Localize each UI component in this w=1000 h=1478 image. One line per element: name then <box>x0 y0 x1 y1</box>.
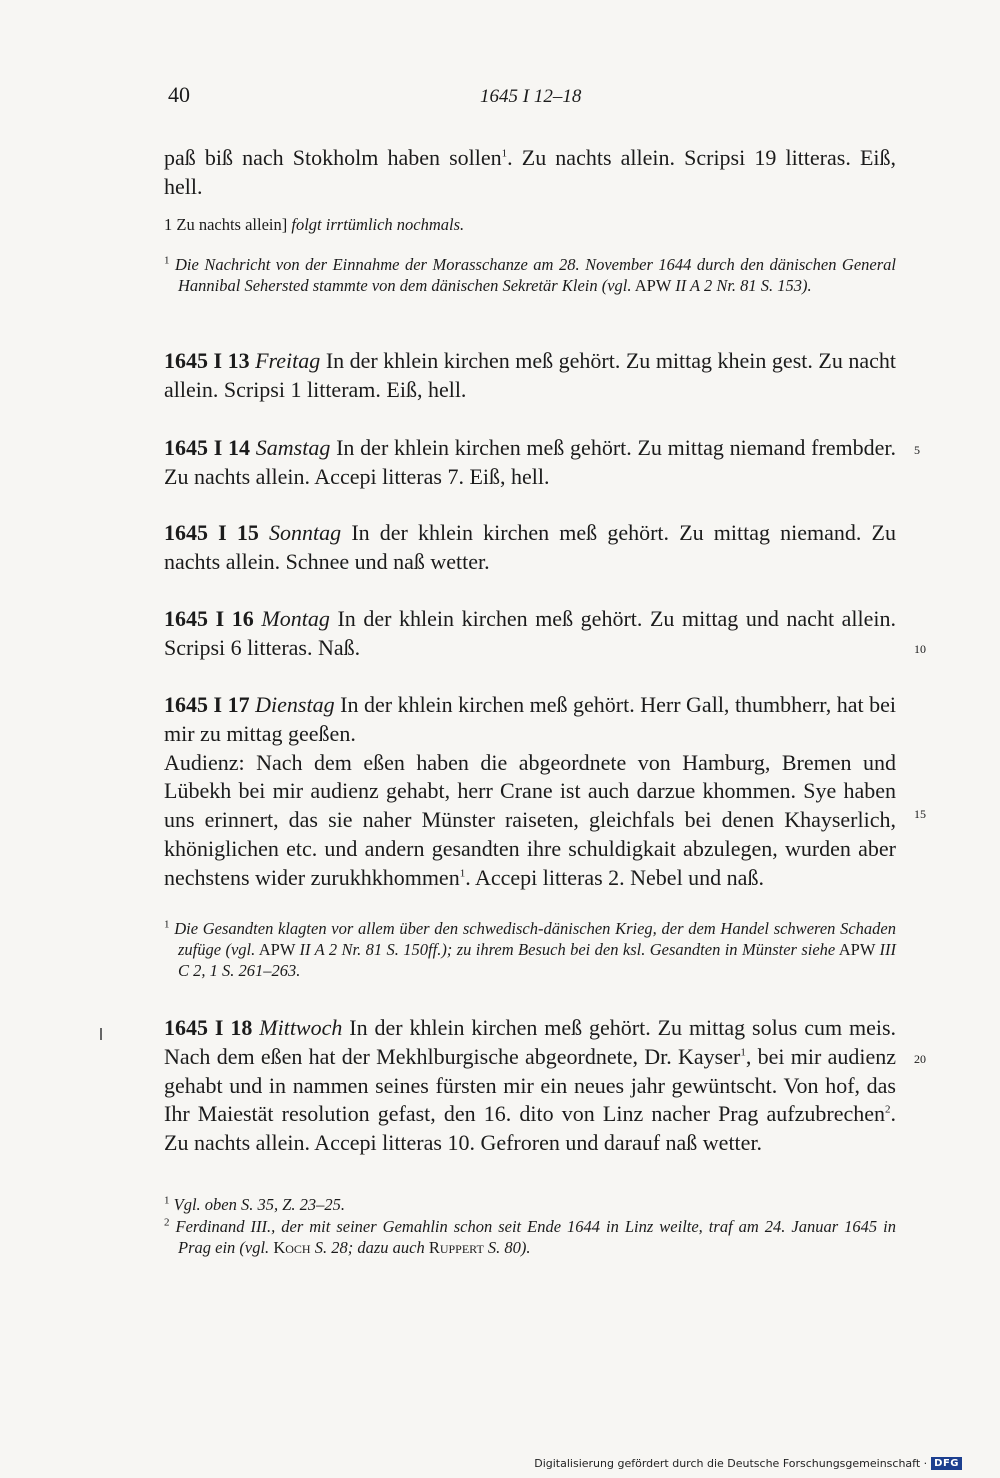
line-number: 10 <box>914 642 926 656</box>
footnote: $^2$ Ferdinand III., der mit seiner Gemahlin schon seit Ende 1644 in Linz weilte, traf am 24. Januar 1645 in Prag ein (vgl. Koch S. 28; dazu auch Ruppert S. 80). <box>164 1216 896 1257</box>
diary-entry-16: 1645 I 16 Montag In der khlein kirchen meß gehört. Zu mittag und nacht allein. Scripsi 6 litteras. Naß. <box>164 606 897 660</box>
entry-date: 1645 I 16 <box>164 606 254 631</box>
diary-entry-18: 1645 I 18 Mittwoch In der khlein kirchen meß gehört. Zu mittag solus cum meis. Nach dem eßen hat der Mekhlburgische abgeordnete, Dr. Kayser$^1$, bei mir audienz gehabt und in nammen seines fürsten mir ein neues jahr gewüntscht. Von hof, das Ihr Maiestät resolution gefast, den 16. dito von Linz nacher Prag aufzubrechen$^2$. Zu nachts allein. Accepi litteras 10. Gefroren und darauf naß wetter. <box>164 1015 897 1156</box>
intro-paragraph: paß biß nach Stokholm haben sollen$^1$. Zu nachts allein. Scripsi 19 litteras. Eiß, hell. <box>164 145 896 199</box>
entry-date: 1645 I 14 <box>164 435 251 460</box>
digitization-credit: Digitalisierung gefördert durch die Deutsche Forschungsgemeinschaft · DFG <box>534 1457 962 1470</box>
margin-mark <box>100 1028 102 1040</box>
entry-date: 1645 I 15 <box>164 520 259 545</box>
entry-weekday: Sonntag <box>269 520 342 545</box>
entry-weekday: Dienstag <box>255 692 335 717</box>
footnote: $^1$ Die Gesandten klagten vor allem über den schwedisch-dänischen Krieg, der dem Handel schweren Schaden zufüge (vgl. APW II A 2 Nr. 81 S. 150ff.); zu ihrem Besuch bei den ksl. Gesandten in Münster siehe APW III C 2, 1 S. 261–263. <box>164 918 897 980</box>
line-number: 5 <box>914 443 920 457</box>
dfg-logo: DFG <box>931 1457 962 1470</box>
footnote: $^1$ Die Nachricht von der Einnahme der Morasschanze am 28. November 1644 durch den dänischen General Hannibal Sehersted stammte von dem dänischen Sekretär Klein (vgl. APW II A 2 Nr. 81 S. 153). <box>164 254 897 295</box>
line-number: 20 <box>914 1052 926 1066</box>
diary-entry-17: 1645 I 17 Dienstag In der khlein kirchen meß gehört. Herr Gall, thumbherr, hat bei mir zu mittag geeßen. Audienz: Nach dem eßen haben die abgeordnete von Hamburg, Bremen und Lübekh bei mir audienz gehabt, herr Crane ist auch darzue khommen. Sye haben uns erinnert, das sie naher Münster raiseten, gleichfals bei denen Khayserlich, khöniglichen etc. und andern gesandten ihre schuldigkait abzulegen, wurden aber nechstens wider zurukhkhommen$^1$. Accepi litteras 2. Nebel und naß. <box>164 692 897 890</box>
entry-date: 1645 I 18 <box>164 1015 253 1040</box>
line-number: 15 <box>914 807 926 821</box>
diary-entry-13: 1645 I 13 Freitag In der khlein kirchen meß gehört. Zu mittag khein gest. Zu nacht allein. Scripsi 1 litteram. Eiß, hell. <box>164 348 896 402</box>
diary-entry-15: 1645 I 15 Sonntag In der khlein kirchen meß gehört. Zu mittag niemand. Zu nachts allein. Schnee und naß wetter. <box>164 520 896 574</box>
diary-entry-14: 1645 I 14 Samstag In der khlein kirchen meß gehört. Zu mittag niemand frembder. Zu nachts allein. Accepi litteras 7. Eiß, hell. <box>164 435 897 489</box>
footnote: $^1$ Vgl. oben S. 35, Z. 23–25. <box>164 1194 346 1214</box>
text-note: 1 Zu nachts allein] folgt irrtümlich nochmals. <box>164 215 465 234</box>
entry-date: 1645 I 13 <box>164 348 250 373</box>
entry-weekday: Freitag <box>255 348 321 373</box>
page-number: 40 <box>168 82 190 107</box>
entry-weekday: Montag <box>261 606 330 631</box>
entry-weekday: Mittwoch <box>259 1015 343 1040</box>
entry-date: 1645 I 17 <box>164 692 250 717</box>
running-title: 1645 I 12–18 <box>480 86 582 107</box>
entry-weekday: Samstag <box>255 435 331 460</box>
